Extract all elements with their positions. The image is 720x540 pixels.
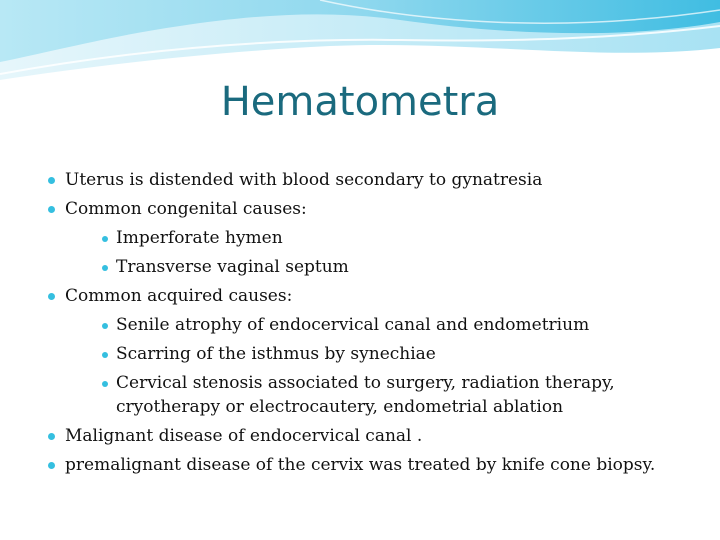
- bullet-item: [46, 424, 686, 448]
- bullet-text: premalignant disease of the cervix was treated by knife cone biopsy.: [65, 455, 656, 475]
- bullet-text: Uterus is distended with blood secondary to gynatresia: [65, 170, 543, 190]
- sub-bullet-item: [46, 371, 686, 419]
- bullet-text: Imperforate hymen: [116, 228, 283, 248]
- sub-bullet-dot-icon: [102, 323, 108, 329]
- bullet-dot-icon: [48, 433, 55, 440]
- sub-bullet-dot-icon: [102, 381, 108, 387]
- sub-bullet-item: [46, 255, 686, 279]
- sub-bullet-dot-icon: [102, 352, 108, 358]
- bullet-dot-icon: [48, 206, 55, 213]
- bullet-text: Common congenital causes:: [65, 199, 307, 219]
- bullet-dot-icon: [48, 293, 55, 300]
- bullet-text: Scarring of the isthmus by synechiae: [116, 344, 436, 364]
- sub-bullet-dot-icon: [102, 265, 108, 271]
- bullet-item: [46, 453, 686, 477]
- bullet-item: [46, 284, 686, 308]
- bullet-item: [46, 197, 686, 221]
- sub-bullet-dot-icon: [102, 236, 108, 242]
- bullet-text: Malignant disease of endocervical canal .: [65, 426, 423, 446]
- bullet-text: Transverse vaginal septum: [116, 257, 349, 277]
- slide-title: Hematometra: [220, 79, 500, 125]
- sub-bullet-item: [46, 313, 686, 337]
- bullet-text: Common acquired causes:: [65, 286, 293, 306]
- decorative-wave-header: [0, 0, 720, 90]
- bullet-dot-icon: [48, 177, 55, 184]
- sub-bullet-item: [46, 226, 686, 250]
- bullet-text: Cervical stenosis associated to surgery, radiation therapy, cryotherapy or electrocautery, endometrial ablation: [116, 373, 615, 417]
- bullet-list: [46, 168, 686, 482]
- bullet-item: [46, 168, 686, 192]
- sub-bullet-item: [46, 342, 686, 366]
- bullet-text: Senile atrophy of endocervical canal and endometrium: [116, 315, 590, 335]
- bullet-dot-icon: [48, 462, 55, 469]
